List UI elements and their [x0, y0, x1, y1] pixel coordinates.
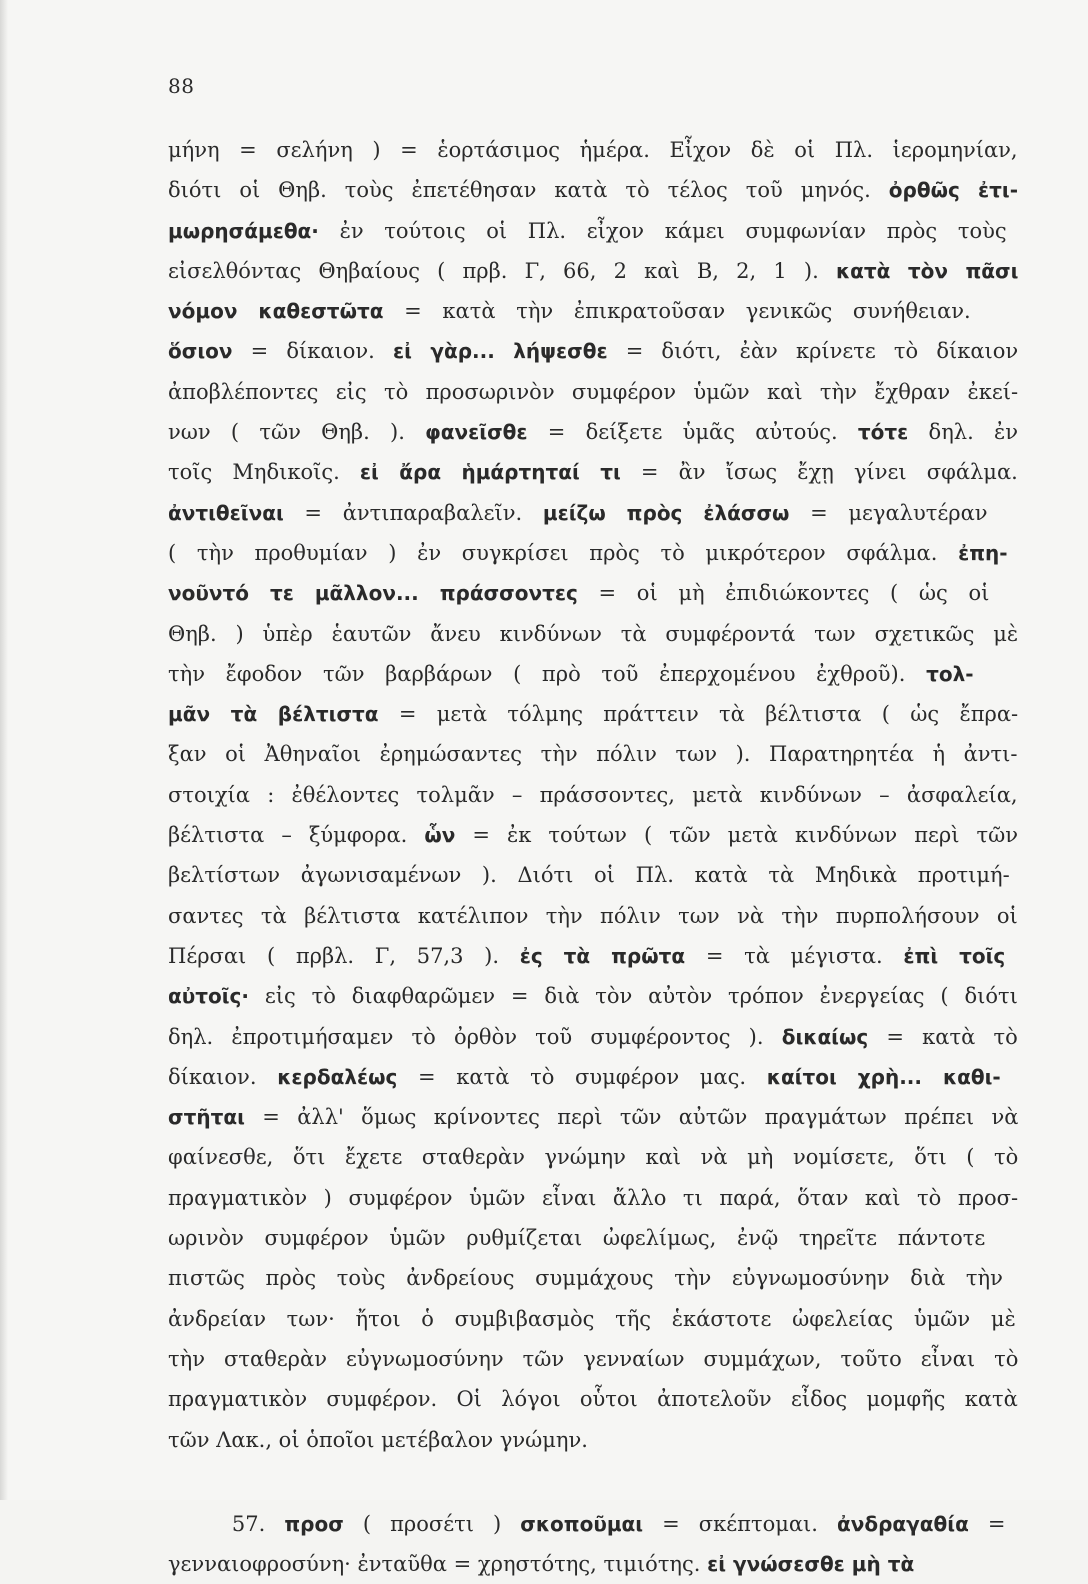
gloss-text: δηλ. ἐπροτιμήσαμεν τὸ ὀρθὸν τοῦ συμφέροντος ). [168, 1024, 782, 1049]
text-line [168, 1379, 1018, 1419]
text-line [168, 533, 1018, 573]
gloss-text: = σκέπτομαι. [643, 1511, 838, 1536]
text-line [168, 694, 1018, 734]
gloss-text: ἀποβλέποντες εἰς τὸ προσωρινὸν συμφέρον ὑμῶν καὶ τὴν ἔχθραν ἐκεί- [168, 379, 1018, 404]
gloss-text: = ἂν ἴσως ἔχῃ γίνει σφάλμα. [620, 460, 1018, 485]
text-line [168, 654, 1018, 694]
gloss-text: = κατὰ τὴν ἐπικρατοῦσαν γενικῶς συνήθειαν. [383, 299, 971, 324]
gloss-text: εἰσελθόντας Θηβαίους ( πρβ. Γ, 66, 2 καὶ Β, 2, 1 ). [168, 258, 836, 283]
gloss-text: πραγματικὸν ) συμφέρον ὑμῶν εἶναι ἄλλο τι παρά, ὅταν καὶ τὸ προσ- [168, 1185, 1018, 1210]
text-line [168, 452, 1018, 492]
lemma-term: μείζω πρὸς ἐλάσσω [542, 500, 790, 525]
gloss-text: = μεγαλυτέραν [789, 500, 988, 525]
gloss-text: σαντες τὰ βέλτιστα κατέλιπον τὴν πόλιν των νὰ τὴν πυρπολήσουν οἱ [168, 903, 1018, 928]
lemma-term: αὐτοῖς· [168, 984, 249, 1009]
gloss-text: = κατὰ τὸ [868, 1024, 1018, 1049]
text-line [168, 1258, 1018, 1298]
gloss-text: = τὰ μέγιστα. [685, 943, 904, 968]
gloss-text: δίκαιον. [168, 1064, 278, 1089]
text-line [168, 573, 1018, 613]
gloss-text: τῶν Λακ., οἱ ὁποῖοι μετέβαλον γνώμην. [168, 1427, 588, 1452]
text-line [168, 976, 1018, 1016]
lemma-term: ἀνδραγαθία [837, 1511, 969, 1536]
gloss-text: ξαν οἱ Ἀθηναῖοι ἐρημώσαντες τὴν πόλιν των ). Παρατηρητέα ἡ ἀντι- [168, 742, 1018, 767]
text-line [168, 855, 1018, 895]
text-line [168, 1504, 1018, 1544]
lemma-term: εἰ γνώσεσθε μὴ τὰ [707, 1552, 915, 1577]
lemma-term: προσ [284, 1511, 344, 1536]
gloss-text: μήνη = σελήνη ) = ἑορτάσιμος ἡμέρα. Εἶχον δὲ οἱ Πλ. ἱερομηνίαν, [168, 138, 1018, 162]
text-line [168, 170, 1018, 210]
gloss-text: πιστῶς πρὸς τοὺς ἀνδρείους συμμάχους τὴν εὐγνωμοσύνην διὰ τὴν [168, 1266, 1003, 1291]
text-line [168, 1057, 1018, 1097]
gloss-text: = διότι, ἐὰν κρίνετε τὸ δίκαιον [607, 339, 1018, 364]
text-line [168, 1137, 1018, 1177]
lemma-term: ὅσιον [168, 339, 233, 364]
gloss-text: νων ( τῶν Θηβ. ). [168, 420, 426, 445]
gloss-text: στοιχία : ἐθέλοντες τολμᾶν – πράσσοντες, μετὰ κινδύνων – ἀσφαλεία, [168, 782, 1018, 807]
lemma-term: νοῦντό τε μᾶλλον... πράσσοντες [168, 581, 578, 606]
lemma-term: στῆται [168, 1105, 245, 1130]
gloss-text: διότι οἱ Θηβ. τοὺς ἐπετέθησαν κατὰ τὸ τέλος τοῦ μηνός. [168, 178, 889, 203]
text-line [168, 331, 1018, 371]
gloss-text: Θηβ. ) ὑπὲρ ἑαυτῶν ἄνευ κινδύνων τὰ συμφέροντά των σχετικῶς μὲ [168, 621, 1018, 646]
text-line [168, 1218, 1018, 1258]
gloss-text: = μετὰ τόλμης πράττειν τὰ βέλτιστα ( ὡς ἔπρα- [378, 702, 1018, 727]
lemma-term: ὀρθῶς ἐτι- [888, 178, 1018, 203]
gloss-text: Πέρσαι ( πρβλ. Γ, 57,3 ). [168, 943, 520, 968]
lemma-term: μᾶν τὰ βέλτιστα [168, 702, 379, 727]
lemma-term: ἐς τὰ πρῶτα [519, 943, 686, 968]
text-line [168, 1097, 1018, 1137]
text-line [168, 815, 1018, 855]
lemma-term: μωρησάμεθα· [168, 218, 319, 243]
lemma-term: φανεῖσθε [425, 420, 528, 445]
lemma-term: ἐπη- [958, 540, 1008, 565]
text-line [168, 1544, 1018, 1584]
lemma-term: ἀντιθεῖναι [168, 500, 284, 525]
lemma-term: κατὰ τὸν πᾶσι [835, 258, 1018, 283]
lemma-term: δικαίως [781, 1024, 869, 1049]
gloss-text: δηλ. ἐν [908, 420, 1018, 445]
gloss-text: ( τὴν προθυμίαν ) ἐν συγκρίσει πρὸς τὸ μικρότερον σφάλμα. [168, 540, 959, 565]
gloss-text: εἰς τὸ διαφθαρῶμεν = διὰ τὸν αὐτὸν τρόπον ἐνεργείας ( διότι [249, 984, 1018, 1009]
text-line [168, 412, 1018, 452]
gloss-text: ωρινὸν συμφέρον ὑμῶν ρυθμίζεται ὠφελίμως, ἐνῷ τηρεῖτε πάντοτε [168, 1226, 986, 1251]
gloss-text: πραγματικὸν συμφέρον. Οἱ λόγοι οὗτοι ἀποτελοῦν εἶδος μομφῆς κατὰ [168, 1387, 1018, 1412]
gloss-text: = ἀντιπαραβαλεῖν. [283, 500, 543, 525]
gloss-text: τὴν σταθερὰν εὐγνωμοσύνην τῶν γενναίων συμμάχων, τοῦτο εἶναι τὸ [168, 1346, 1018, 1371]
gloss-text: φαίνεσθε, ὅτι ἔχετε σταθερὰν γνώμην καὶ νὰ μὴ νομίσετε, ὅτι ( τὸ [168, 1145, 1018, 1170]
gloss-text: τὴν ἔφοδον τῶν βαρβάρων ( πρὸ τοῦ ἐπερχομένου ἐχθροῦ). [168, 661, 927, 686]
gloss-text: ( προσέτι ) [343, 1511, 521, 1536]
commentary-text [168, 130, 1018, 1584]
lemma-term: νόμον καθεστῶτα [168, 299, 384, 324]
lemma-term: τολ- [926, 661, 974, 686]
gloss-text: = οἱ μὴ ἐπιδιώκοντες ( ὡς οἱ [577, 581, 990, 606]
lemma-term: κερδαλέως [277, 1064, 398, 1089]
gloss-text: γενναιοφροσύνη· ἐνταῦθα = χρηστότης, τιμιότης. [168, 1552, 708, 1577]
lemma-term: εἰ γὰρ... λήψεσθε [392, 339, 608, 364]
lemma-term: καίτοι χρὴ... καθι- [766, 1064, 1001, 1089]
text-line [168, 1420, 1018, 1460]
lemma-term: τότε [857, 420, 909, 445]
page-edge-shadow [0, 0, 8, 1500]
page-number: 88 [168, 74, 195, 98]
gloss-text: = κατὰ τὸ συμφέρον μας. [397, 1064, 767, 1089]
text-line [168, 1017, 1018, 1057]
text-line [168, 775, 1018, 815]
gloss-text: βέλτιστα – ξύμφορα. [168, 823, 425, 848]
lemma-term: ὧν [424, 823, 456, 848]
text-line [168, 493, 1018, 533]
text-line [168, 1178, 1018, 1218]
text-line [168, 211, 1018, 251]
gloss-text: ἀνδρείαν των· ἤτοι ὁ συμβιβασμὸς τῆς ἑκάστοτε ὠφελείας ὑμῶν μὲ [168, 1306, 1016, 1331]
text-line [168, 372, 1018, 412]
lemma-term: εἰ ἄρα ἡμάρτηταί τι [359, 460, 621, 485]
text-line [168, 251, 1018, 291]
gloss-text: ἐν τούτοις οἱ Πλ. εἶχον κάμει συμφωνίαν πρὸς τοὺς [318, 218, 1007, 243]
text-line [168, 936, 1018, 976]
text-line [168, 1299, 1018, 1339]
gloss-text: τοῖς Μηδικοῖς. [168, 460, 360, 485]
gloss-text: βελτίστων ἀγωνισαμένων ). Διότι οἱ Πλ. κατὰ τὰ Μηδικὰ προτιμή- [168, 863, 1010, 888]
gloss-text: = ἐκ τούτων ( τῶν μετὰ κινδύνων περὶ τῶν [455, 823, 1018, 848]
text-line [168, 291, 1018, 331]
gloss-text: = ἀλλ' ὅμως κρίνοντες περὶ τῶν αὐτῶν πραγμάτων πρέπει νὰ [244, 1105, 1018, 1130]
lemma-term: σκοποῦμαι [520, 1511, 644, 1536]
lemma-term: ἐπὶ τοῖς [903, 943, 1006, 968]
gloss-text: = δίκαιον. [232, 339, 393, 364]
text-line [168, 130, 1018, 170]
text-line [168, 614, 1018, 654]
text-line [168, 1339, 1018, 1379]
text-line [168, 896, 1018, 936]
gloss-text: = δείξετε ὑμᾶς αὐτούς. [527, 420, 858, 445]
gloss-text: = [968, 1511, 1006, 1536]
gloss-text: 57. [168, 1511, 285, 1536]
text-line [168, 734, 1018, 774]
